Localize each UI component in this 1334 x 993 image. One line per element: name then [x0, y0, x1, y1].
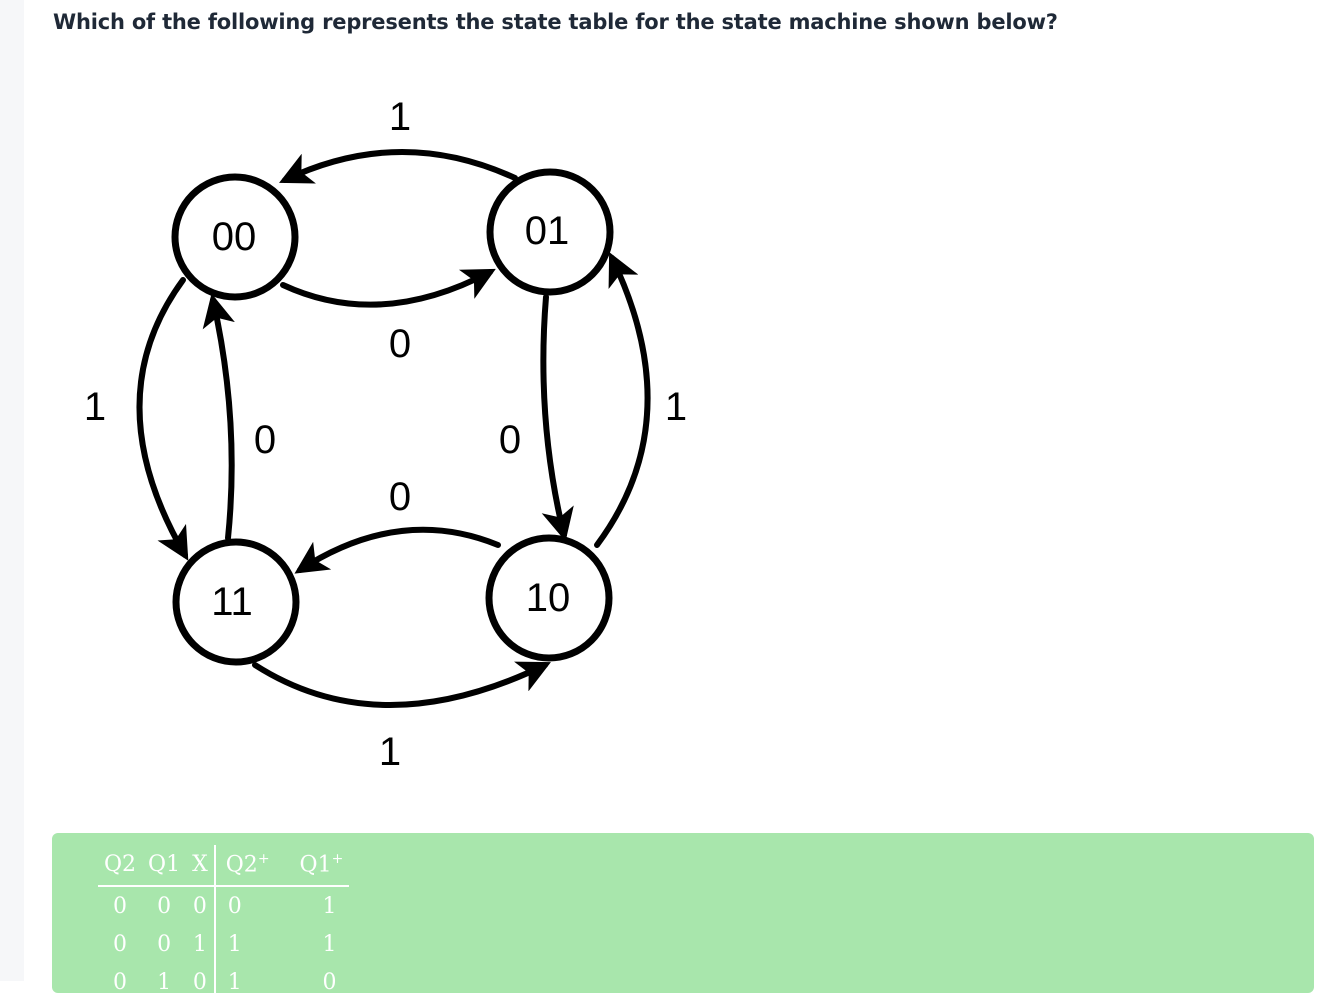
- edge-01-to-00: [285, 152, 515, 180]
- edge-label: 1: [388, 95, 412, 139]
- cell-q2-next: 1: [215, 963, 276, 993]
- col-header-x: X: [186, 845, 215, 886]
- cell-q1-next: 1: [322, 893, 337, 919]
- answer-option-card[interactable]: [52, 833, 1314, 993]
- edge-label: 0: [253, 418, 277, 462]
- edge-label: 0: [388, 475, 412, 519]
- cell-x: 1: [192, 931, 207, 957]
- col-header-q2: Q2: [98, 845, 142, 886]
- cell-q2-next: 1: [215, 925, 276, 963]
- cell-q2-next: 0: [215, 886, 276, 925]
- edge-00-to-01: [283, 272, 490, 305]
- col-header-q1: Q1: [142, 845, 186, 886]
- edge-11-to-00: [213, 300, 232, 538]
- left-rail: [0, 0, 24, 981]
- question-text: Which of the following represents the state table for the state machine shown below?: [53, 10, 1058, 34]
- cell-q1: 0: [157, 893, 172, 919]
- table-row: [98, 925, 349, 963]
- edge-label: 1: [83, 385, 107, 429]
- col-header-q2-next: Q2+: [215, 845, 276, 886]
- state-diagram: [70, 80, 690, 800]
- cell-x: 0: [192, 893, 207, 919]
- state-label: 10: [525, 576, 571, 620]
- table-row: [98, 963, 349, 993]
- edge-10-to-01: [597, 258, 648, 545]
- edge-label: 0: [498, 418, 522, 462]
- edge-label: 1: [378, 730, 402, 774]
- cell-q2: 0: [113, 969, 128, 993]
- state-label: 11: [211, 580, 253, 624]
- state-label: 00: [211, 215, 257, 259]
- table-row: [98, 886, 349, 925]
- edge-label: 0: [388, 322, 412, 366]
- edge-10-to-11: [300, 530, 498, 570]
- state-label: 01: [524, 209, 570, 253]
- cell-q2: 0: [113, 931, 128, 957]
- col-header-q1-next: Q1+: [276, 845, 350, 886]
- edge-11-to-10: [255, 665, 545, 705]
- cell-q1: 0: [157, 931, 172, 957]
- state-table: [98, 845, 349, 993]
- edge-label: 1: [664, 385, 688, 429]
- edge-01-to-10: [543, 297, 564, 535]
- table-header-row: [98, 845, 349, 886]
- edge-00-to-11: [139, 280, 185, 555]
- cell-q1-next: 0: [322, 969, 337, 993]
- cell-q1: 1: [157, 969, 172, 993]
- cell-q1-next: 1: [322, 931, 337, 957]
- cell-x: 0: [192, 969, 207, 993]
- cell-q2: 0: [113, 893, 128, 919]
